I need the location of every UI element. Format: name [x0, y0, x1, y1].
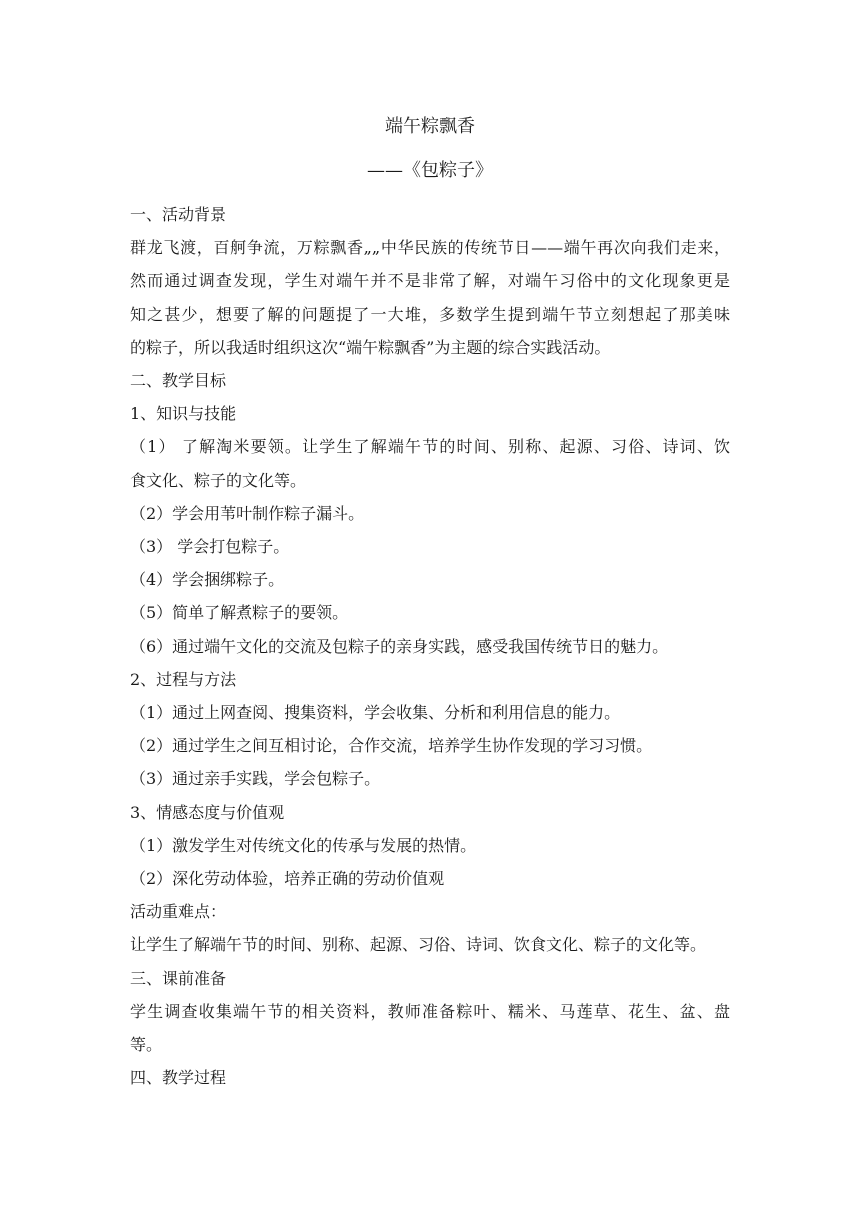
list-item: （3）通过亲手实践，学会包粽子。: [130, 769, 381, 789]
list-item: （3） 学会打包粽子。: [130, 537, 290, 557]
paragraph-line: 的粽子，所以我适时组织这次“端午粽飘香”为主题的综合实践活动。: [130, 337, 611, 357]
paragraph-line: 群龙飞渡，百舸争流，万粽飘香„„中华民族的传统节日——端午再次向我们走来，: [130, 238, 730, 258]
list-item: （2）学会用苇叶制作粽子漏斗。: [130, 503, 365, 523]
list-item: （5）简单了解煮粽子的要领。: [130, 603, 349, 623]
list-item: （1） 了解淘米要领。让学生了解端午节的时间、别称、起源、习俗、诗词、饮: [130, 437, 730, 457]
list-item: （4）学会捆绑粽子。: [130, 570, 285, 590]
list-item: （6）通过端午文化的交流及包粽子的亲身实践，感受我国传统节日的魅力。: [130, 636, 669, 656]
section-heading-background: 一、活动背景: [130, 205, 227, 224]
list-item: （1）激发学生对传统文化的传承与发展的热情。: [130, 835, 477, 855]
subheading-process-method: 2、过程与方法: [130, 669, 237, 689]
section-heading-goals: 二、教学目标: [130, 371, 227, 391]
list-item-continuation: 食文化、粽子的文化等。: [130, 470, 307, 490]
document-body: [130, 198, 730, 1094]
list-item: （2）深化劳动体验，培养正确的劳动价值观: [130, 869, 445, 889]
paragraph-line: 等。: [130, 1035, 163, 1055]
paragraph-line: 让学生了解端午节的时间、别称、起源、习俗、诗词、饮食文化、粽子的文化等。: [130, 935, 707, 955]
list-item: （2）通过学生之间互相讨论，合作交流，培养学生协作发现的学习习惯。: [130, 736, 653, 756]
subheading-key-points: 活动重难点：: [130, 902, 227, 922]
document-subtitle: ——《包粽子》: [367, 160, 493, 181]
subheading-attitude-values: 3、情感态度与价值观: [130, 802, 285, 822]
section-heading-preparation: 三、课前准备: [130, 968, 227, 988]
list-item: （1）通过上网查阅、搜集资料，学会收集、分析和利用信息的能力。: [130, 703, 621, 723]
subheading-knowledge-skills: 1、知识与技能: [130, 404, 237, 424]
document-title: 端午粽飘香: [385, 116, 475, 137]
paragraph-line: 知之甚少，想要了解的问题提了一大堆，多数学生提到端午节立刻想起了那美味: [130, 304, 730, 324]
section-heading-process: 四、教学过程: [130, 1068, 227, 1088]
paragraph-line: 然而通过调查发现，学生对端午并不是非常了解，对端午习俗中的文化现象更是: [130, 271, 730, 291]
paragraph-line: 学生调查收集端午节的相关资料，教师准备粽叶、糯米、马莲草、花生、盆、盘: [130, 1001, 730, 1021]
